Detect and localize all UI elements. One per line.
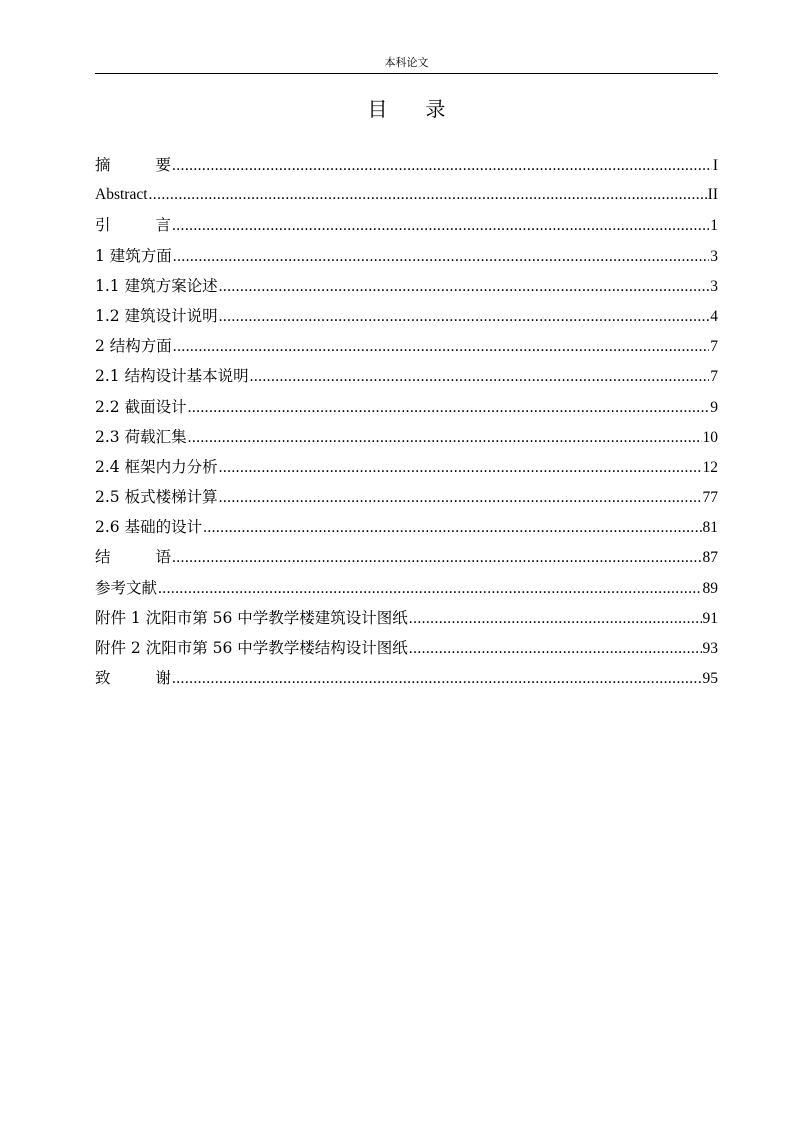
toc-leader-dots xyxy=(173,242,709,272)
toc-entry-label: 附件 2 沈阳市第 56 中学教学楼结构设计图纸 xyxy=(95,639,408,657)
toc-leader-dots xyxy=(219,272,710,302)
toc-page-number: II xyxy=(707,186,718,204)
toc-entry-introduction[interactable] xyxy=(95,210,718,240)
toc-leader-dots xyxy=(188,393,710,423)
toc-page-number: 93 xyxy=(702,640,718,657)
toc-leader-dots xyxy=(173,332,709,362)
toc-entry-label: 附件 1 沈阳市第 56 中学教学楼建筑设计图纸 xyxy=(95,608,408,627)
toc-label-char: 引 xyxy=(95,216,111,235)
toc-page-number: 81 xyxy=(702,519,718,537)
toc-page-number: 3 xyxy=(710,247,718,265)
toc-entry-chapter-2[interactable] xyxy=(95,331,718,361)
toc-leader-dots xyxy=(409,634,702,664)
toc-label-char: 结 xyxy=(95,548,111,567)
toc-entry-section-1-2[interactable] xyxy=(95,301,718,331)
toc-leader-dots xyxy=(172,664,702,694)
toc-page-number: 87 xyxy=(702,549,718,567)
toc-page-number: I xyxy=(712,157,718,174)
toc-entry-references[interactable] xyxy=(95,573,718,603)
toc-leader-dots xyxy=(188,423,702,453)
toc-entry-abstract-en[interactable] xyxy=(95,180,718,210)
toc-entry-section-1-1[interactable] xyxy=(95,271,718,301)
toc-page-number: 1 xyxy=(710,217,718,235)
toc-leader-dots xyxy=(219,302,710,332)
toc-leader-dots xyxy=(158,574,701,604)
toc-leader-dots xyxy=(172,543,702,573)
toc-entry-label: 2.2 截面设计 xyxy=(95,397,187,416)
toc-entry-label: 2.5 板式楼梯计算 xyxy=(95,488,218,507)
toc-page-number: 9 xyxy=(710,398,718,416)
toc-entry-label: 1 建筑方面 xyxy=(95,246,172,265)
toc-page-number: 89 xyxy=(702,579,718,597)
toc-entry-chapter-1[interactable] xyxy=(95,241,718,271)
toc-leader-dots xyxy=(219,483,702,513)
toc-label-char: 言 xyxy=(155,216,171,235)
toc-leader-dots xyxy=(250,362,710,392)
header-rule xyxy=(95,73,718,74)
toc-entry-label: 2.3 荷载汇集 xyxy=(95,427,187,446)
toc-entry-label: 1.2 建筑设计说明 xyxy=(95,306,218,325)
toc-leader-dots xyxy=(409,604,702,634)
toc-page-number: 7 xyxy=(710,368,718,386)
toc-label-char: 摘 xyxy=(95,156,111,174)
toc-entry-section-2-4[interactable] xyxy=(95,452,718,482)
toc-leader-dots xyxy=(172,151,712,181)
toc-page-number: 7 xyxy=(710,338,718,356)
toc-entry-label xyxy=(95,210,171,240)
toc-entry-section-2-3[interactable] xyxy=(95,422,718,452)
toc-leader-dots xyxy=(149,180,707,210)
toc-entry-label: Abstract xyxy=(95,186,148,204)
toc-entry-label: 参考文献 xyxy=(95,578,158,597)
page-title: 目录 xyxy=(367,97,484,121)
toc-page-number: 77 xyxy=(702,489,718,507)
toc-entry-label: 2 结构方面 xyxy=(95,337,172,356)
toc-label-char: 要 xyxy=(155,156,171,174)
toc-entry-acknowledgements[interactable] xyxy=(95,663,718,693)
toc-label-char: 谢 xyxy=(155,669,171,688)
toc-page-number: 3 xyxy=(710,277,718,295)
toc-entry-label xyxy=(95,150,171,180)
table-of-contents xyxy=(95,150,718,693)
toc-entry-abstract-cn[interactable] xyxy=(95,150,718,180)
toc-leader-dots xyxy=(203,513,701,543)
toc-entry-label xyxy=(95,542,171,572)
toc-entry-conclusion[interactable] xyxy=(95,542,718,572)
toc-page-number: 10 xyxy=(702,428,718,446)
toc-entry-appendix-2[interactable] xyxy=(95,633,718,663)
toc-entry-label: 1.1 建筑方案论述 xyxy=(95,276,218,295)
toc-leader-dots xyxy=(172,211,709,241)
toc-entry-appendix-1[interactable] xyxy=(95,603,718,633)
toc-page-number: 4 xyxy=(710,307,718,325)
toc-leader-dots xyxy=(219,453,702,483)
toc-page-number: 12 xyxy=(702,458,718,476)
toc-page-number: 95 xyxy=(702,670,718,688)
toc-entry-section-2-2[interactable] xyxy=(95,392,718,422)
toc-page-number: 91 xyxy=(702,609,718,627)
toc-label-char: 语 xyxy=(155,548,171,567)
toc-entry-label: 2.1 结构设计基本说明 xyxy=(95,367,249,386)
toc-entry-label: 2.6 基础的设计 xyxy=(95,518,203,537)
toc-entry-label xyxy=(95,663,171,693)
toc-entry-section-2-5[interactable] xyxy=(95,482,718,512)
toc-entry-section-2-6[interactable] xyxy=(95,512,718,542)
toc-entry-section-2-1[interactable] xyxy=(95,361,718,391)
running-header: 本科论文 xyxy=(384,56,429,69)
toc-label-char: 致 xyxy=(95,669,111,688)
toc-entry-label: 2.4 框架内力分析 xyxy=(95,457,218,476)
